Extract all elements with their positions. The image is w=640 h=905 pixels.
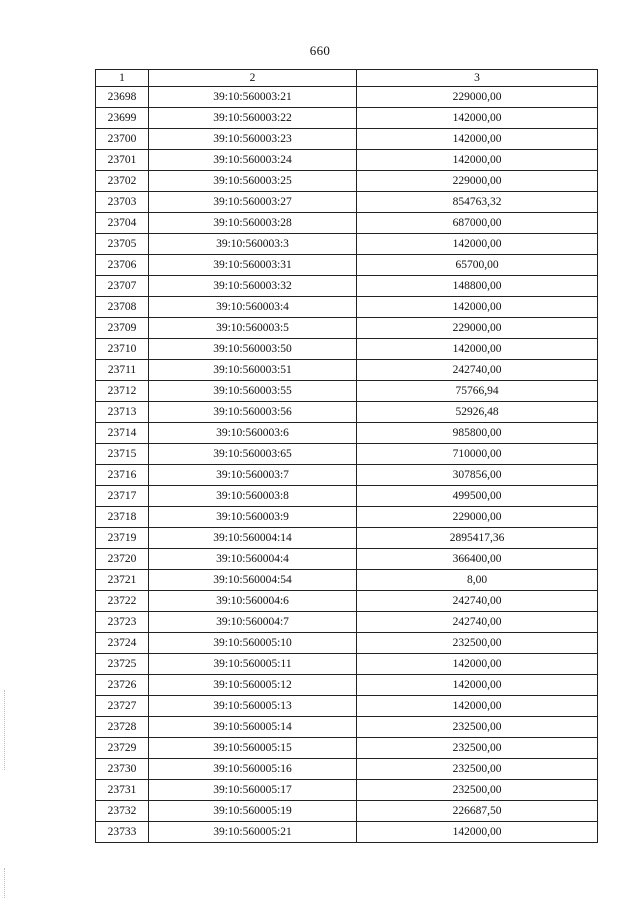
cadastral-number-cell: 39:10:560003:8 <box>149 486 357 507</box>
table-row <box>96 255 598 276</box>
row-number-cell: 23720 <box>96 549 149 570</box>
cadastral-number-cell: 39:10:560003:65 <box>149 444 357 465</box>
cadastral-value-cell: 142000,00 <box>357 150 598 171</box>
cadastral-value-cell: 142000,00 <box>357 297 598 318</box>
row-number-cell: 23730 <box>96 759 149 780</box>
row-number-cell: 23708 <box>96 297 149 318</box>
cadastral-number-cell: 39:10:560003:4 <box>149 297 357 318</box>
cadastral-number-cell: 39:10:560003:22 <box>149 108 357 129</box>
page-number: 660 <box>309 43 331 58</box>
table-row <box>96 192 598 213</box>
table-row <box>96 171 598 192</box>
cadastral-value-table <box>95 69 598 843</box>
table-row <box>96 87 598 108</box>
cadastral-value-cell: 75766,94 <box>357 381 598 402</box>
cadastral-number-cell: 39:10:560003:50 <box>149 339 357 360</box>
cadastral-value-cell: 232500,00 <box>357 759 598 780</box>
row-number-cell: 23722 <box>96 591 149 612</box>
header-row <box>96 70 598 87</box>
cadastral-number-cell: 39:10:560003:24 <box>149 150 357 171</box>
cadastral-value-cell: 229000,00 <box>357 318 598 339</box>
cadastral-number-cell: 39:10:560005:17 <box>149 780 357 801</box>
row-number-cell: 23729 <box>96 738 149 759</box>
cadastral-value-cell: 142000,00 <box>357 234 598 255</box>
cadastral-number-cell: 39:10:560004:7 <box>149 612 357 633</box>
row-number-cell: 23707 <box>96 276 149 297</box>
table-row <box>96 381 598 402</box>
row-number-cell: 23709 <box>96 318 149 339</box>
table-row <box>96 696 598 717</box>
cadastral-number-cell: 39:10:560003:6 <box>149 423 357 444</box>
cadastral-number-cell: 39:10:560005:16 <box>149 759 357 780</box>
cadastral-value-cell: 499500,00 <box>357 486 598 507</box>
cadastral-value-cell: 854763,32 <box>357 192 598 213</box>
cadastral-number-cell: 39:10:560004:4 <box>149 549 357 570</box>
cadastral-value-cell: 229000,00 <box>357 87 598 108</box>
row-number-cell: 23705 <box>96 234 149 255</box>
table-row <box>96 654 598 675</box>
table-body <box>96 87 598 843</box>
cadastral-value-cell: 142000,00 <box>357 654 598 675</box>
table-row <box>96 297 598 318</box>
cadastral-number-cell: 39:10:560003:27 <box>149 192 357 213</box>
column-header-3: 3 <box>357 70 598 87</box>
cadastral-value-cell: 307856,00 <box>357 465 598 486</box>
cadastral-value-cell: 52926,48 <box>357 402 598 423</box>
cadastral-number-cell: 39:10:560005:21 <box>149 822 357 843</box>
cadastral-number-cell: 39:10:560005:15 <box>149 738 357 759</box>
table-row <box>96 402 598 423</box>
row-number-cell: 23698 <box>96 87 149 108</box>
row-number-cell: 23701 <box>96 150 149 171</box>
cadastral-number-cell: 39:10:560005:13 <box>149 696 357 717</box>
table-row <box>96 360 598 381</box>
table-row <box>96 675 598 696</box>
row-number-cell: 23733 <box>96 822 149 843</box>
cadastral-number-cell: 39:10:560005:19 <box>149 801 357 822</box>
row-number-cell: 23714 <box>96 423 149 444</box>
cadastral-value-cell: 8,00 <box>357 570 598 591</box>
column-header-2: 2 <box>149 70 357 87</box>
cadastral-number-cell: 39:10:560003:32 <box>149 276 357 297</box>
cadastral-value-cell: 242740,00 <box>357 360 598 381</box>
cadastral-number-cell: 39:10:560003:51 <box>149 360 357 381</box>
row-number-cell: 23719 <box>96 528 149 549</box>
cadastral-value-cell: 2895417,36 <box>357 528 598 549</box>
cadastral-number-cell: 39:10:560003:55 <box>149 381 357 402</box>
table-row <box>96 318 598 339</box>
cadastral-number-cell: 39:10:560005:12 <box>149 675 357 696</box>
cadastral-value-cell: 229000,00 <box>357 171 598 192</box>
cadastral-number-cell: 39:10:560003:31 <box>149 255 357 276</box>
table-row <box>96 801 598 822</box>
row-number-cell: 23732 <box>96 801 149 822</box>
table-header <box>96 70 598 87</box>
cadastral-number-cell: 39:10:560004:14 <box>149 528 357 549</box>
table-row <box>96 339 598 360</box>
cadastral-value-cell: 710000,00 <box>357 444 598 465</box>
row-number-cell: 23728 <box>96 717 149 738</box>
cadastral-number-cell: 39:10:560003:25 <box>149 171 357 192</box>
cadastral-number-cell: 39:10:560005:10 <box>149 633 357 654</box>
column-header-1: 1 <box>96 70 149 87</box>
table-row <box>96 276 598 297</box>
table-row <box>96 423 598 444</box>
table-row <box>96 612 598 633</box>
row-number-cell: 23724 <box>96 633 149 654</box>
cadastral-value-cell: 148800,00 <box>357 276 598 297</box>
row-number-cell: 23718 <box>96 507 149 528</box>
cadastral-number-cell: 39:10:560003:21 <box>149 87 357 108</box>
cadastral-value-cell: 232500,00 <box>357 633 598 654</box>
table-row <box>96 549 598 570</box>
cadastral-value-table-container <box>95 69 597 843</box>
row-number-cell: 23699 <box>96 108 149 129</box>
table-row <box>96 738 598 759</box>
row-number-cell: 23700 <box>96 129 149 150</box>
row-number-cell: 23723 <box>96 612 149 633</box>
table-row <box>96 528 598 549</box>
row-number-cell: 23704 <box>96 213 149 234</box>
cadastral-number-cell: 39:10:560004:54 <box>149 570 357 591</box>
cadastral-number-cell: 39:10:560003:28 <box>149 213 357 234</box>
row-number-cell: 23727 <box>96 696 149 717</box>
cadastral-value-cell: 142000,00 <box>357 108 598 129</box>
row-number-cell: 23721 <box>96 570 149 591</box>
table-row <box>96 213 598 234</box>
cadastral-value-cell: 687000,00 <box>357 213 598 234</box>
cadastral-value-cell: 142000,00 <box>357 339 598 360</box>
cadastral-value-cell: 366400,00 <box>357 549 598 570</box>
cadastral-number-cell: 39:10:560005:11 <box>149 654 357 675</box>
table-row <box>96 486 598 507</box>
row-number-cell: 23715 <box>96 444 149 465</box>
cadastral-value-cell: 232500,00 <box>357 717 598 738</box>
cadastral-value-cell: 232500,00 <box>357 738 598 759</box>
table-row <box>96 570 598 591</box>
table-row <box>96 444 598 465</box>
table-row <box>96 759 598 780</box>
row-number-cell: 23710 <box>96 339 149 360</box>
cadastral-number-cell: 39:10:560003:56 <box>149 402 357 423</box>
row-number-cell: 23703 <box>96 192 149 213</box>
row-number-cell: 23702 <box>96 171 149 192</box>
table-row <box>96 507 598 528</box>
row-number-cell: 23716 <box>96 465 149 486</box>
row-number-cell: 23731 <box>96 780 149 801</box>
cadastral-value-cell: 229000,00 <box>357 507 598 528</box>
table-row <box>96 129 598 150</box>
row-number-cell: 23711 <box>96 360 149 381</box>
scan-margin-mark <box>4 690 6 770</box>
table-row <box>96 234 598 255</box>
table-row <box>96 633 598 654</box>
row-number-cell: 23717 <box>96 486 149 507</box>
cadastral-number-cell: 39:10:560005:14 <box>149 717 357 738</box>
cadastral-value-cell: 985800,00 <box>357 423 598 444</box>
cadastral-value-cell: 232500,00 <box>357 780 598 801</box>
row-number-cell: 23712 <box>96 381 149 402</box>
cadastral-number-cell: 39:10:560003:5 <box>149 318 357 339</box>
cadastral-value-cell: 142000,00 <box>357 822 598 843</box>
table-row <box>96 591 598 612</box>
cadastral-number-cell: 39:10:560003:7 <box>149 465 357 486</box>
table-row <box>96 150 598 171</box>
row-number-cell: 23713 <box>96 402 149 423</box>
cadastral-value-cell: 65700,00 <box>357 255 598 276</box>
cadastral-value-cell: 242740,00 <box>357 591 598 612</box>
table-row <box>96 465 598 486</box>
cadastral-number-cell: 39:10:560003:9 <box>149 507 357 528</box>
cadastral-value-cell: 142000,00 <box>357 129 598 150</box>
table-row <box>96 717 598 738</box>
cadastral-number-cell: 39:10:560003:23 <box>149 129 357 150</box>
row-number-cell: 23726 <box>96 675 149 696</box>
row-number-cell: 23725 <box>96 654 149 675</box>
cadastral-value-cell: 226687,50 <box>357 801 598 822</box>
table-row <box>96 108 598 129</box>
table-row <box>96 822 598 843</box>
scan-margin-mark-lower <box>4 868 6 898</box>
cadastral-value-cell: 242740,00 <box>357 612 598 633</box>
row-number-cell: 23706 <box>96 255 149 276</box>
cadastral-value-cell: 142000,00 <box>357 696 598 717</box>
cadastral-number-cell: 39:10:560004:6 <box>149 591 357 612</box>
cadastral-value-cell: 142000,00 <box>357 675 598 696</box>
table-row <box>96 780 598 801</box>
cadastral-number-cell: 39:10:560003:3 <box>149 234 357 255</box>
